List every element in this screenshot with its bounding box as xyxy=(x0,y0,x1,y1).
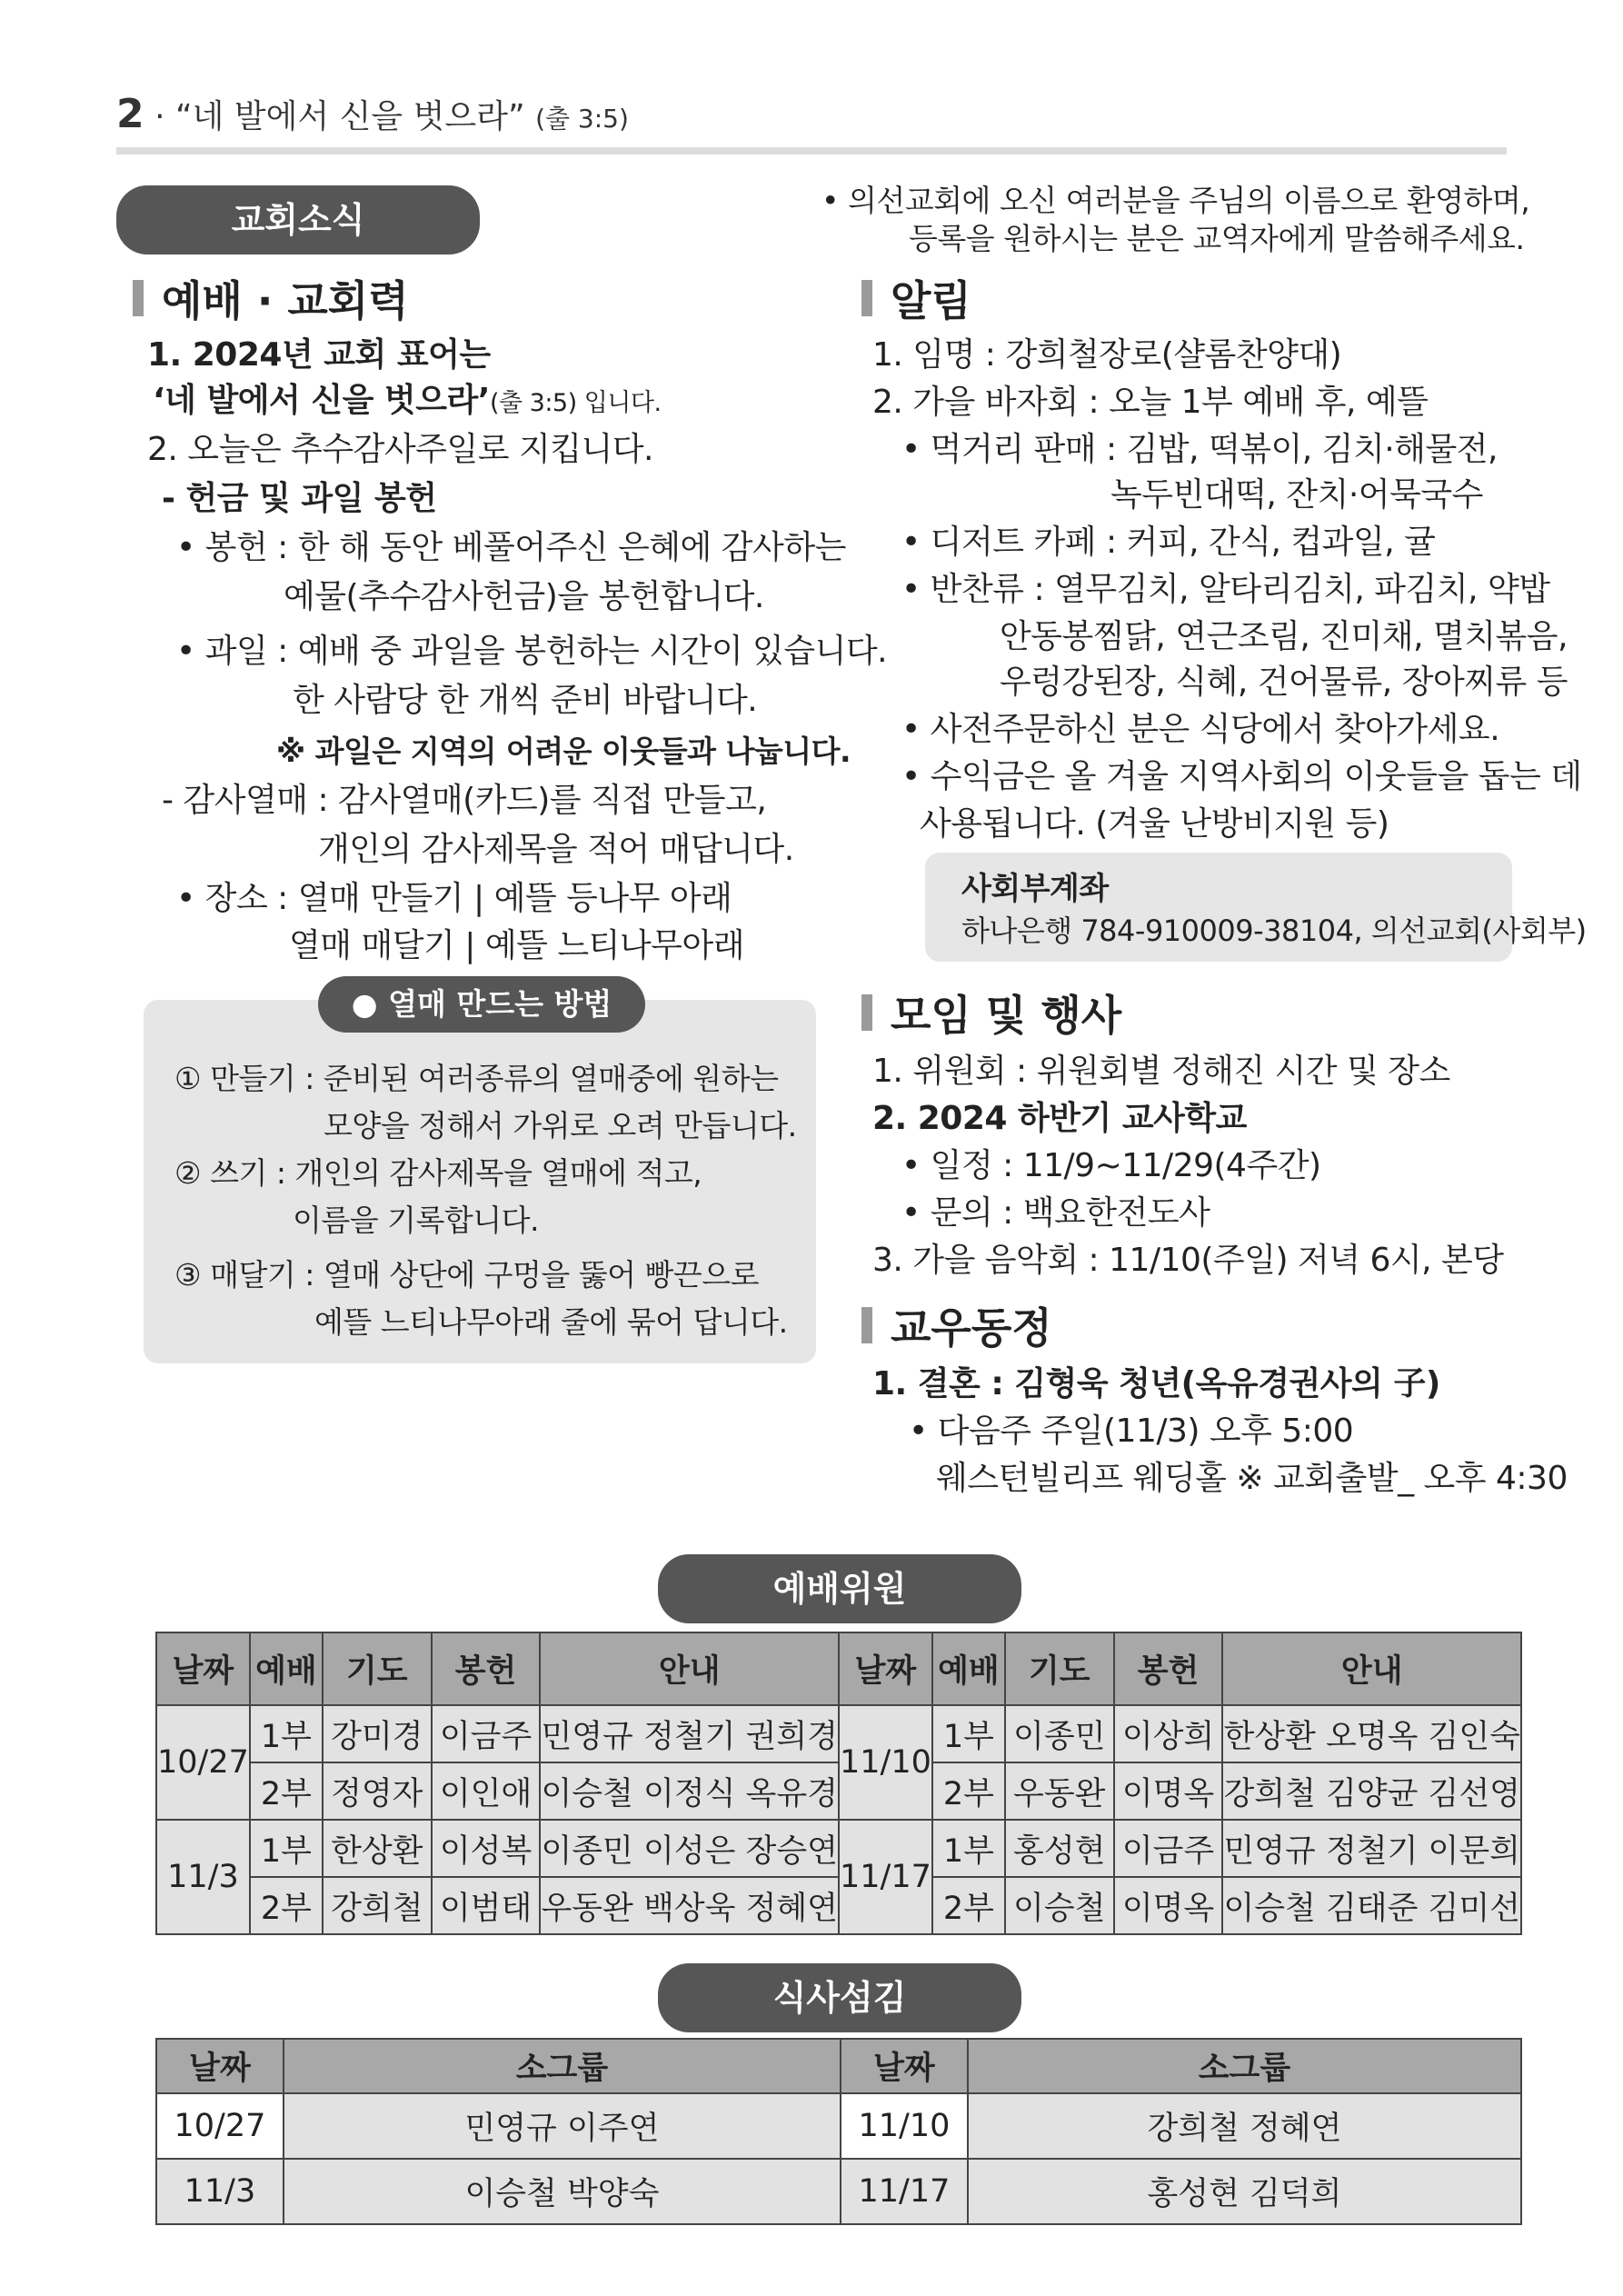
notice-sides-2: 안동봉찜닭, 연근조림, 진미채, 멸치볶음, xyxy=(1000,618,1568,655)
meal-service-badge: 식사섬김 xyxy=(658,1963,1021,2032)
notice-proceeds-1: • 수익금은 올 겨울 지역사회의 이웃들을 돕는 데 xyxy=(901,758,1582,795)
table-row: 10/27 1부 강미경 이금주 민영규 정철기 권희경 11/10 1부 이종민 이상희 한상환 오명옥 김인숙 xyxy=(156,1705,1521,1762)
howto-step-3b: 예뜰 느티나무아래 줄에 묶어 답니다. xyxy=(314,1304,788,1340)
col-usher: 안내 xyxy=(540,1632,839,1705)
table-row: 2부 정영자 이인애 이승철 이정식 옥유경 2부 우동완 이명옥 강희철 김양균 김선영 xyxy=(156,1762,1521,1820)
fruit-line-1: • 과일 : 예배 중 과일을 봉헌하는 시간이 있습니다. xyxy=(176,633,888,670)
member-wedding-date: • 다음주 주일(11/3) 오후 5:00 xyxy=(909,1413,1354,1450)
events-heading: 모임 및 행사 xyxy=(861,985,1121,1040)
place-line-1: • 장소 : 열매 만들기 | 예뜰 등나무 아래 xyxy=(176,880,732,917)
gratitude-fruit-line-2: 개인의 감사제목을 적어 매답니다. xyxy=(318,831,794,868)
page-header xyxy=(116,91,629,137)
howto-step-3a: ③ 매달기 : 열매 상단에 구멍을 뚫어 빵끈으로 xyxy=(174,1257,760,1293)
thanksgiving-line: 2. 오늘은 추수감사주일로 지킵니다. xyxy=(147,431,653,468)
col-date: 날짜 xyxy=(841,2039,968,2093)
howto-step-1b: 모양을 정해서 가위로 오려 만듭니다. xyxy=(324,1108,797,1143)
offering-line-1: • 봉헌 : 한 해 동안 베풀어주신 은혜에 감사하는 xyxy=(176,529,846,566)
heading-bar xyxy=(861,994,872,1031)
meal-service-table xyxy=(155,2038,1522,2225)
col-group: 소그룹 xyxy=(284,2039,841,2093)
table-row: 10/27 민영규 이주연 11/10 강희철 정혜연 xyxy=(156,2093,1521,2159)
offering-heading: - 헌금 및 과일 봉헌 xyxy=(162,480,437,517)
motto-line-2: ‘네 발에서 신을 벗으라’(출 3:5) 입니다. xyxy=(153,382,662,419)
table-row: 2부 강희철 이범태 우동완 백상욱 정혜연 2부 이승철 이명옥 이승철 김태준 김미선 xyxy=(156,1877,1521,1934)
worship-members-table xyxy=(155,1632,1522,1935)
apple-icon: ● xyxy=(351,986,389,1022)
gratitude-fruit-line-1: - 감사열매 : 감사열매(카드)를 직접 만들고, xyxy=(162,782,767,819)
howto-badge: ● 열매 만드는 방법 xyxy=(318,976,645,1033)
col-date: 날짜 xyxy=(156,2039,284,2093)
notice-sides-1: • 반찬류 : 열무김치, 알타리김치, 파김치, 약밥 xyxy=(901,571,1550,608)
header-ref: (출 3:5) xyxy=(535,104,629,134)
motto-line-1: 1. 2024년 교회 표어는 xyxy=(147,336,491,374)
notice-sides-3: 우렁강된장, 식혜, 건어물류, 장아찌류 등 xyxy=(1000,664,1568,701)
welcome-line-2: 등록을 원하시는 분은 교역자에게 말씀해주세요. xyxy=(909,221,1525,256)
notice-food-2: 녹두빈대떡, 잔치·어묵국수 xyxy=(1110,476,1483,514)
event-teacher-school: 2. 2024 하반기 교사학교 xyxy=(872,1100,1247,1137)
col-prayer: 기도 xyxy=(323,1632,432,1705)
event-committee: 1. 위원회 : 위원회별 정해진 시간 및 장소 xyxy=(872,1053,1450,1090)
header-separator: · xyxy=(154,98,165,135)
event-concert: 3. 가을 음악회 : 11/10(주일) 저녁 6시, 본당 xyxy=(872,1242,1504,1279)
notice-proceeds-2: 사용됩니다. (겨울 난방비지원 등) xyxy=(920,805,1389,843)
place-line-2: 열매 매달기 | 예뜰 느티나무아래 xyxy=(289,927,744,964)
notice-preorder: • 사전주문하신 분은 식당에서 찾아가세요. xyxy=(901,711,1500,748)
event-schedule: • 일정 : 11/9~11/29(4주간) xyxy=(901,1147,1321,1184)
notice-heading: 알림 xyxy=(861,271,971,325)
notice-dessert: • 디저트 카페 : 커피, 간식, 컵과일, 귤 xyxy=(901,524,1436,561)
page-number: 2 xyxy=(116,91,144,137)
col-offering: 봉헌 xyxy=(1114,1632,1223,1705)
member-wedding-venue: 웨스턴빌리프 웨딩홀 ※ 교회출발_ 오후 4:30 xyxy=(936,1460,1568,1497)
howto-step-1a: ① 만들기 : 준비된 여러종류의 열매중에 원하는 xyxy=(174,1061,779,1096)
col-service: 예배 xyxy=(932,1632,1005,1705)
col-prayer: 기도 xyxy=(1005,1632,1114,1705)
fruit-note: ※ 과일은 지역의 어려운 이웃들과 나눕니다. xyxy=(276,734,851,769)
notice-food-1: • 먹거리 판매 : 김밥, 떡볶이, 김치·해물전, xyxy=(901,431,1498,468)
heading-bar xyxy=(133,280,144,316)
col-group: 소그룹 xyxy=(968,2039,1521,2093)
account-text: 하나은행 784-910009-38104, 의선교회(사회부) xyxy=(961,913,1587,948)
col-service: 예배 xyxy=(250,1632,323,1705)
col-usher: 안내 xyxy=(1222,1632,1521,1705)
worship-members-badge: 예배위원 xyxy=(658,1554,1021,1623)
welcome-line-1: • 의선교회에 오신 여러분을 주님의 이름으로 환영하며, xyxy=(821,183,1530,218)
header-divider xyxy=(116,147,1507,155)
table-header-row xyxy=(156,1632,1521,1705)
notice-appointment: 1. 임명 : 강희철장로(샬롬찬양대) xyxy=(872,336,1342,374)
offering-line-2: 예물(추수감사헌금)을 봉헌합니다. xyxy=(284,578,764,615)
fruit-line-2: 한 사람당 한 개씩 준비 바랍니다. xyxy=(293,682,758,719)
howto-step-2a: ② 쓰기 : 개인의 감사제목을 열매에 적고, xyxy=(174,1155,702,1191)
heading-text: 예배 · 교회력 xyxy=(162,276,409,325)
table-row: 11/3 이승철 박양숙 11/17 홍성현 김덕희 xyxy=(156,2159,1521,2224)
worship-calendar-heading xyxy=(133,271,409,325)
event-contact: • 문의 : 백요한전도사 xyxy=(901,1194,1210,1232)
howto-step-2b: 이름을 기록합니다. xyxy=(293,1203,540,1238)
heading-bar xyxy=(861,1307,872,1343)
col-date: 날짜 xyxy=(156,1632,250,1705)
table-header-row xyxy=(156,2039,1521,2093)
members-heading: 교우동정 xyxy=(861,1298,1052,1353)
heading-bar xyxy=(861,280,872,316)
notice-bazaar: 2. 가을 바자회 : 오늘 1부 예배 후, 예뜰 xyxy=(872,384,1429,421)
member-wedding: 1. 결혼 : 김형욱 청년(옥유경권사의 子) xyxy=(872,1365,1440,1403)
col-offering: 봉헌 xyxy=(432,1632,541,1705)
header-quote: “네 발에서 신을 벗으라” xyxy=(174,98,525,135)
col-date: 날짜 xyxy=(839,1632,932,1705)
account-title: 사회부계좌 xyxy=(961,871,1109,907)
church-news-badge: 교회소식 xyxy=(116,185,480,255)
table-row: 11/3 1부 한상환 이성복 이종민 이성은 장승연 11/17 1부 홍성현 이금주 민영규 정철기 이문희 xyxy=(156,1820,1521,1877)
